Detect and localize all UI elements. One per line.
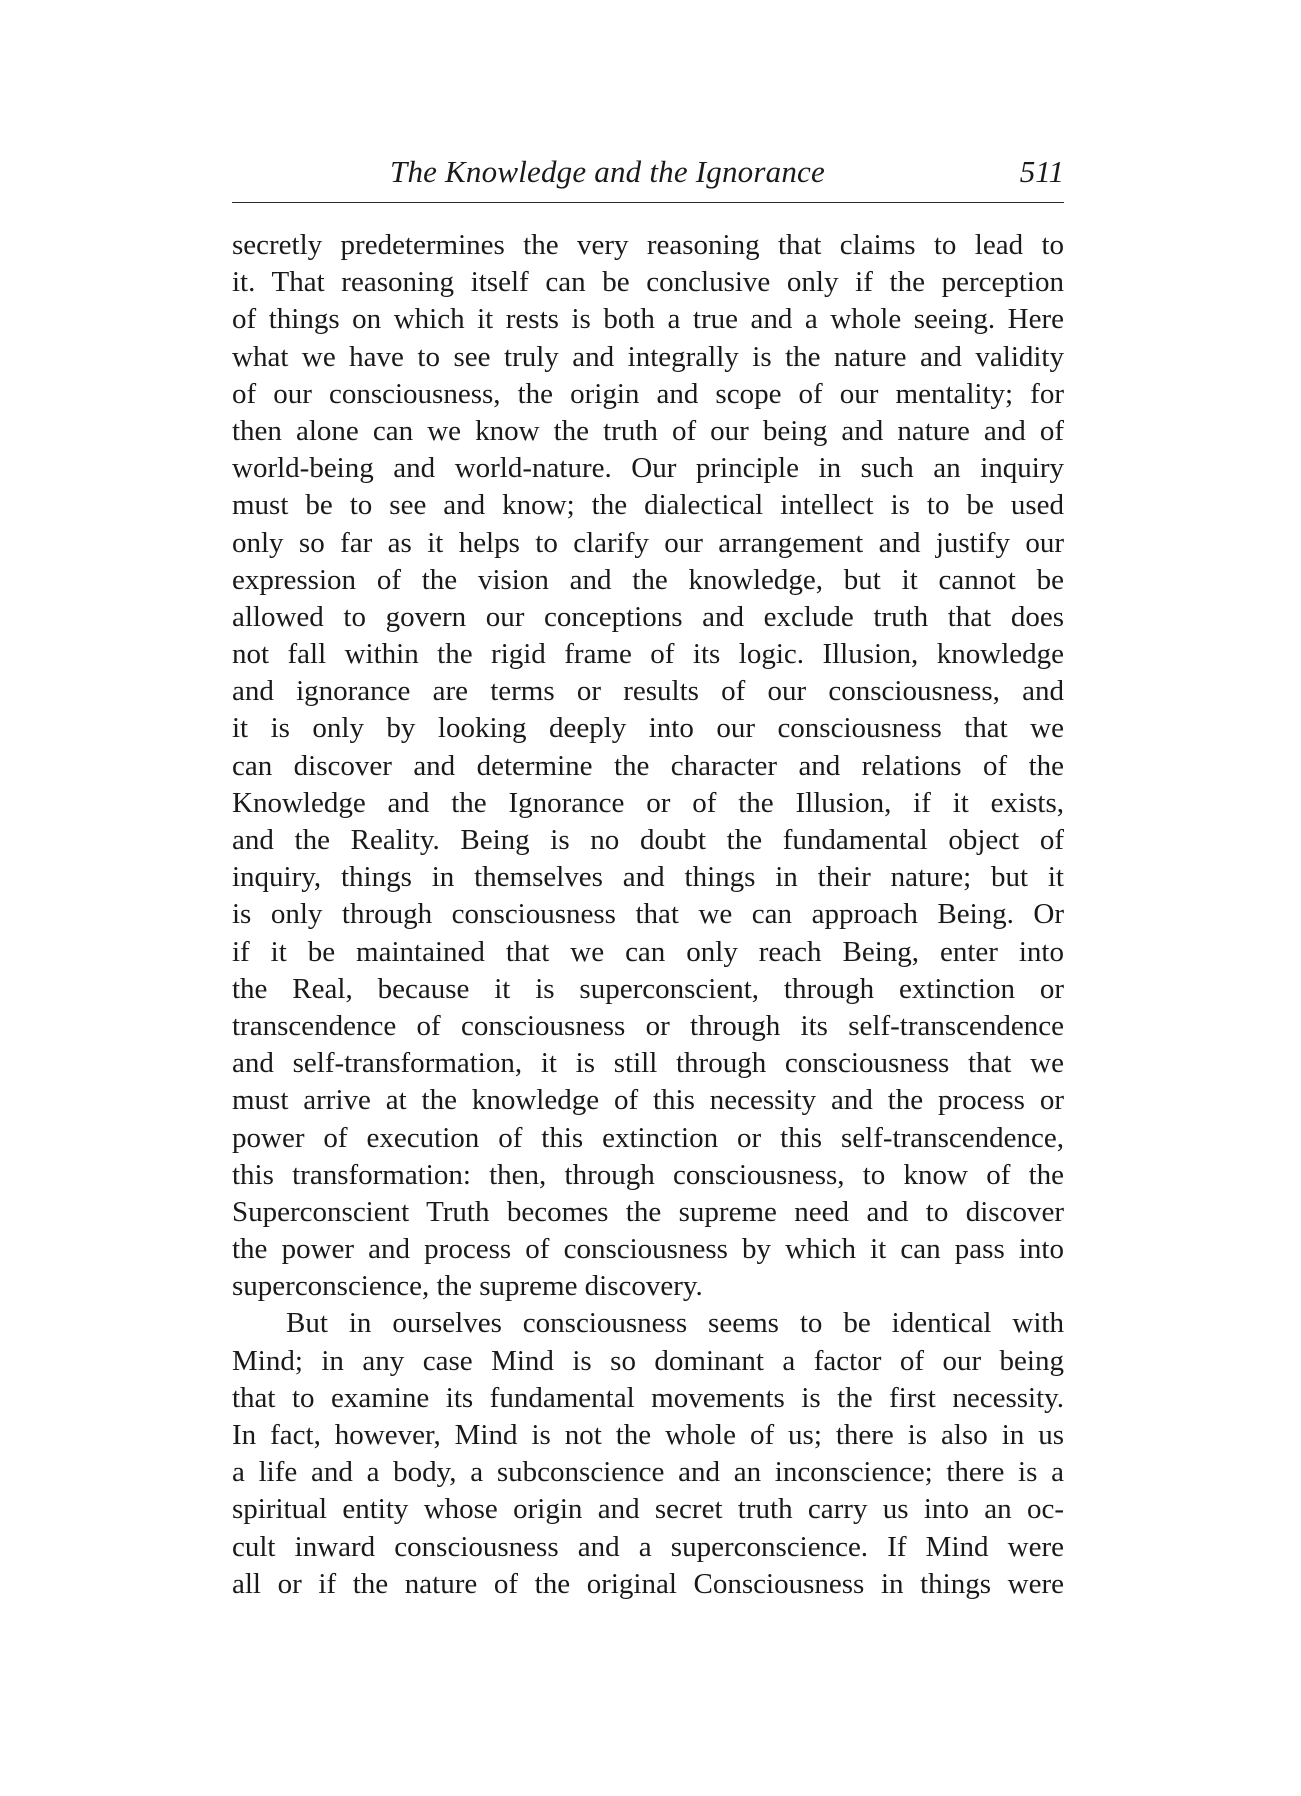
- book-page: [232, 152, 1064, 1603]
- text-line: and ignorance are terms or results of our consciousness, and: [232, 675, 1064, 708]
- running-title: The Knowledge and the Ignorance: [390, 154, 825, 189]
- text-line: and self-transformation, it is still through consciousness that we: [232, 1047, 1064, 1080]
- text-line: all or if the nature of the original Consciousness in things were: [232, 1567, 1064, 1600]
- text-line: power of execution of this extinction or this self-transcendence,: [232, 1121, 1064, 1154]
- text-line: the Real, because it is superconscient, through extinction or: [232, 972, 1064, 1005]
- text-line: secretly predetermines the very reasoning that claims to lead to: [232, 229, 1064, 261]
- text-line: if it be maintained that we can only reach Being, enter into: [232, 935, 1064, 968]
- text-line: and the Reality. Being is no doubt the fundamental object of: [232, 824, 1064, 856]
- text-line: world-being and world-nature. Our principle in such an inquiry: [232, 452, 1064, 485]
- paragraph: [232, 1305, 1064, 1603]
- page-number: 511: [1019, 154, 1064, 189]
- text-line: Superconscient Truth becomes the supreme need and to discover: [232, 1195, 1064, 1228]
- text-line: of things on which it rests is both a true and a whole seeing. Here: [232, 303, 1064, 336]
- text-line: of our consciousness, the origin and scope of our mentality; for: [232, 377, 1064, 410]
- body-text: [232, 227, 1064, 1603]
- text-line: the power and process of consciousness by which it can pass into: [232, 1233, 1064, 1266]
- text-line: cult inward consciousness and a superconscience. If Mind were: [232, 1530, 1064, 1563]
- text-line: is only through consciousness that we can approach Being. Or: [232, 898, 1064, 931]
- text-line: inquiry, things in themselves and things in their nature; but it: [232, 861, 1064, 894]
- text-line: can discover and determine the character and relations of the: [232, 749, 1064, 782]
- text-line: must be to see and know; the dialectical intellect is to be used: [232, 489, 1064, 522]
- text-line: then alone can we know the truth of our being and nature and of: [232, 414, 1064, 447]
- text-line: transcendence of consciousness or through its self-transcendence: [232, 1009, 1064, 1042]
- text-line: spiritual entity whose origin and secret truth carry us into an oc-: [232, 1493, 1064, 1526]
- text-line: Mind; in any case Mind is so dominant a factor of our being: [232, 1344, 1064, 1377]
- text-line: a life and a body, a subconscience and an inconscience; there is a: [232, 1456, 1064, 1489]
- text-line: only so far as it helps to clarify our arrangement and justify our: [232, 526, 1064, 559]
- text-line: that to examine its fundamental movements is the first necessity.: [232, 1381, 1064, 1414]
- text-line: what we have to see truly and integrally is the nature and validity: [232, 340, 1064, 373]
- text-line: it. That reasoning itself can be conclusive only if the perception: [232, 266, 1064, 299]
- text-line: Knowledge and the Ignorance or of the Illusion, if it exists,: [232, 786, 1064, 819]
- text-line: But in ourselves consciousness seems to be identical with: [286, 1307, 1064, 1340]
- text-line: this transformation: then, through consciousness, to know of the: [232, 1158, 1064, 1191]
- text-line: allowed to govern our conceptions and exclude truth that does: [232, 600, 1064, 633]
- text-line: not fall within the rigid frame of its logic. Illusion, knowledge: [232, 638, 1064, 671]
- text-line: In fact, however, Mind is not the whole of us; there is also in us: [232, 1419, 1064, 1451]
- paragraph: [232, 227, 1064, 1305]
- text-line: superconscience, the supreme discovery.: [232, 1270, 703, 1303]
- text-line: it is only by looking deeply into our consciousness that we: [232, 712, 1064, 745]
- text-line: expression of the vision and the knowledge, but it cannot be: [232, 563, 1064, 596]
- running-header: [232, 152, 1064, 203]
- text-line: must arrive at the knowledge of this necessity and the process or: [232, 1084, 1064, 1117]
